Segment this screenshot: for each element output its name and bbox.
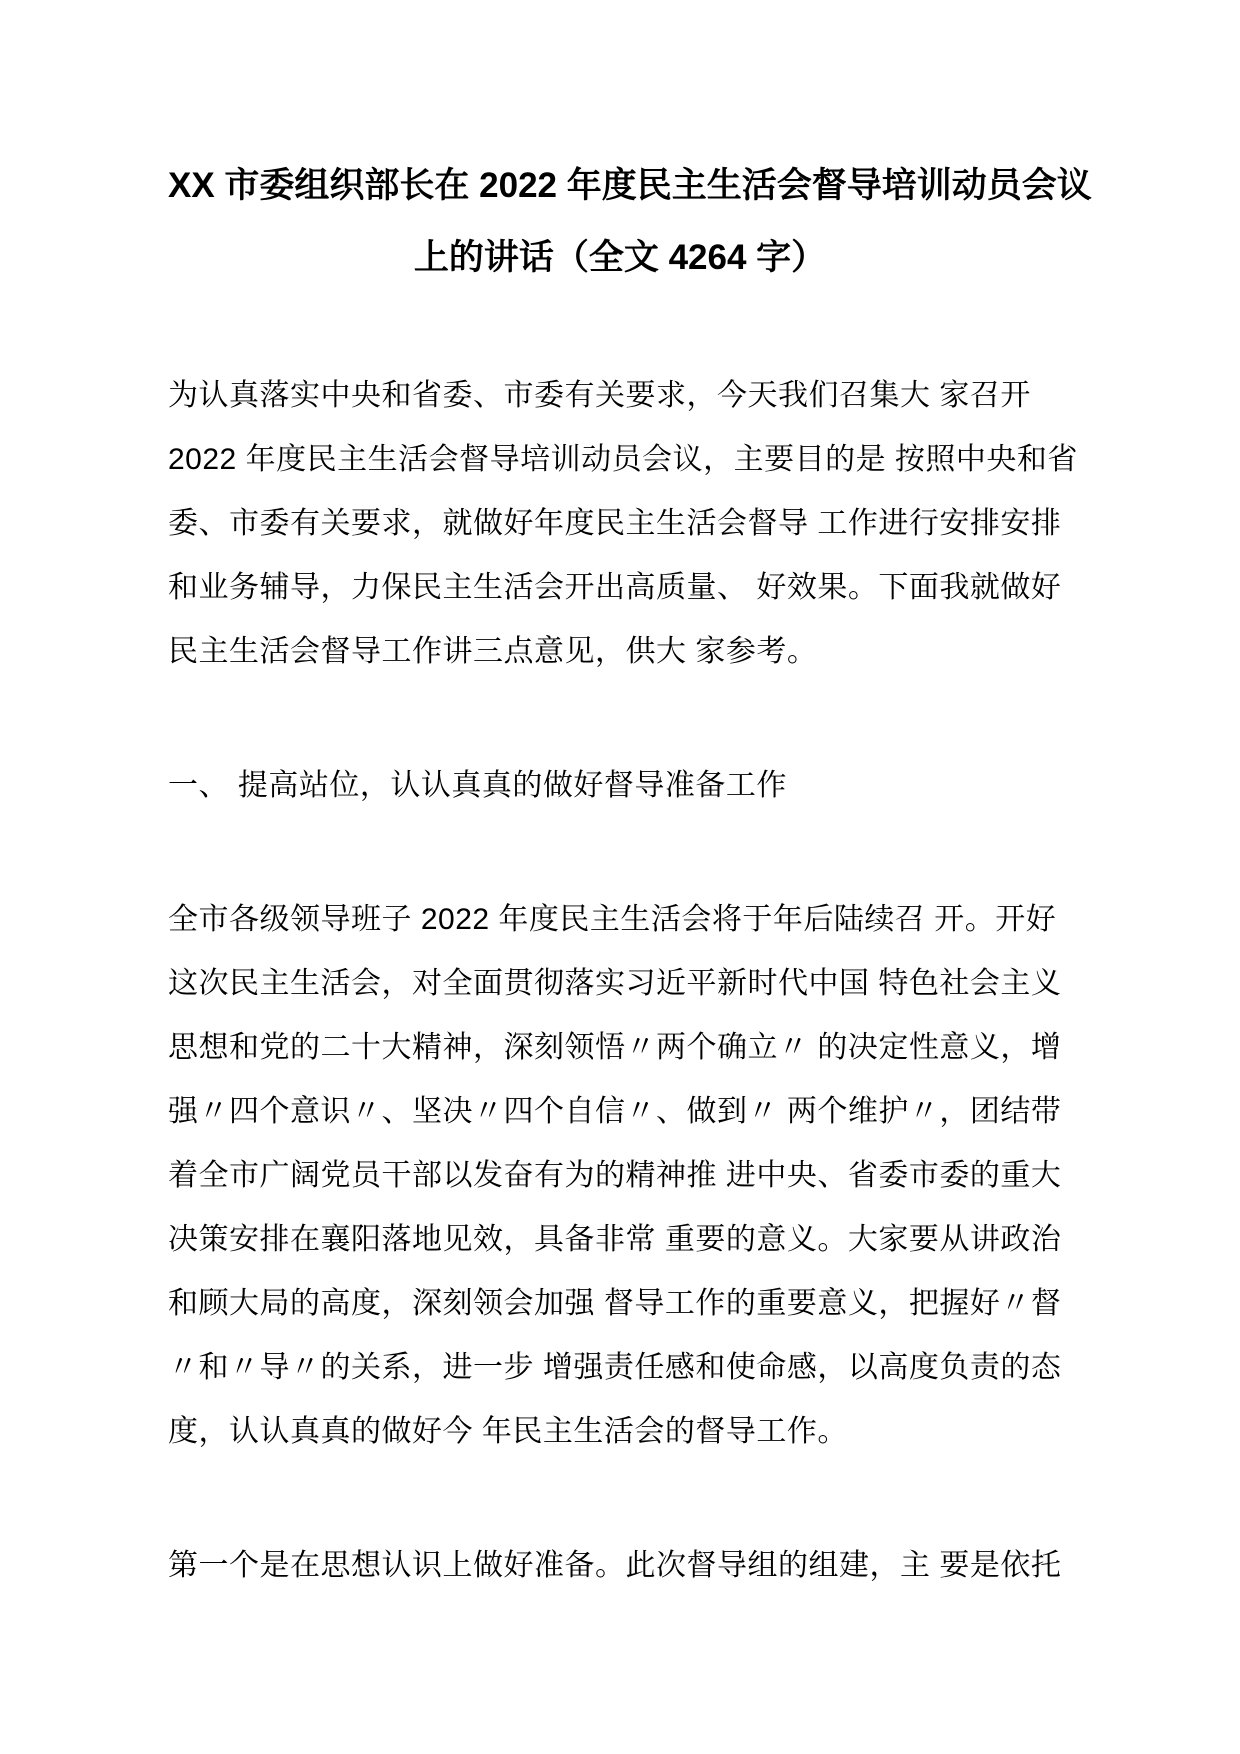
text-line: 〃和〃导〃的关系，进一步 增强责任感和使命感，以高度负责的态 xyxy=(168,1351,1062,1384)
text-line: 委、市委有关要求，就做好年度民主生活会督导 工作进行安排安排 xyxy=(168,507,1062,540)
document-title xyxy=(168,150,1092,294)
text-line: 和业务辅导，力保民主生活会开出高质量、 好效果。下面我就做好 xyxy=(168,571,1062,604)
text-line: 2022 年度民主生活会督导培训动员会议，主要目的是 按照中央和省 xyxy=(168,443,1078,476)
text-line: 决策安排在襄阳落地见效，具备非常 重要的意义。大家要从讲政治 xyxy=(168,1223,1062,1256)
paragraph xyxy=(168,364,1078,684)
title-line: XX 市委组织部长在 2022 年度民主生活会督导培训动员会议 xyxy=(168,166,1092,205)
paragraph xyxy=(168,1534,1072,1598)
text-line: 民主生活会督导工作讲三点意见，供大 家参考。 xyxy=(168,635,818,668)
text-line: 度，认认真真的做好今 年民主生活会的督导工作。 xyxy=(168,1415,848,1448)
text-line: 和顾大局的高度，深刻领会加强 督导工作的重要意义，把握好〃督 xyxy=(168,1287,1062,1320)
text-line: 思想和党的二十大精神，深刻领悟〃两个确立〃 的决定性意义，增 xyxy=(168,1031,1062,1064)
text-line: 着全市广阔党员干部以发奋有为的精神推 进中央、省委市委的重大 xyxy=(168,1159,1062,1192)
section-heading xyxy=(168,754,1072,818)
text-line: 为认真落实中央和省委、市委有关要求，今天我们召集大 家召开 xyxy=(168,379,1031,412)
text-line: 第一个是在思想认识上做好准备。此次督导组的组建，主 要是依托 xyxy=(168,1549,1062,1582)
paragraph xyxy=(168,888,1072,1464)
text-line: 一、 提高站位，认认真真的做好督导准备工作 xyxy=(168,769,787,802)
document-body xyxy=(168,364,1078,1598)
text-line: 这次民主生活会，对全面贯彻落实习近平新时代中国 特色社会主义 xyxy=(168,967,1062,1000)
text-line: 全市各级领导班子 2022 年度民主生活会将于年后陆续召 开。开好 xyxy=(168,903,1057,936)
text-line: 强〃四个意识〃、坚决〃四个自信〃、做到〃 两个维护〃，团结带 xyxy=(168,1095,1062,1128)
title-line: 上的讲话（全文 4264 字） xyxy=(413,238,827,277)
